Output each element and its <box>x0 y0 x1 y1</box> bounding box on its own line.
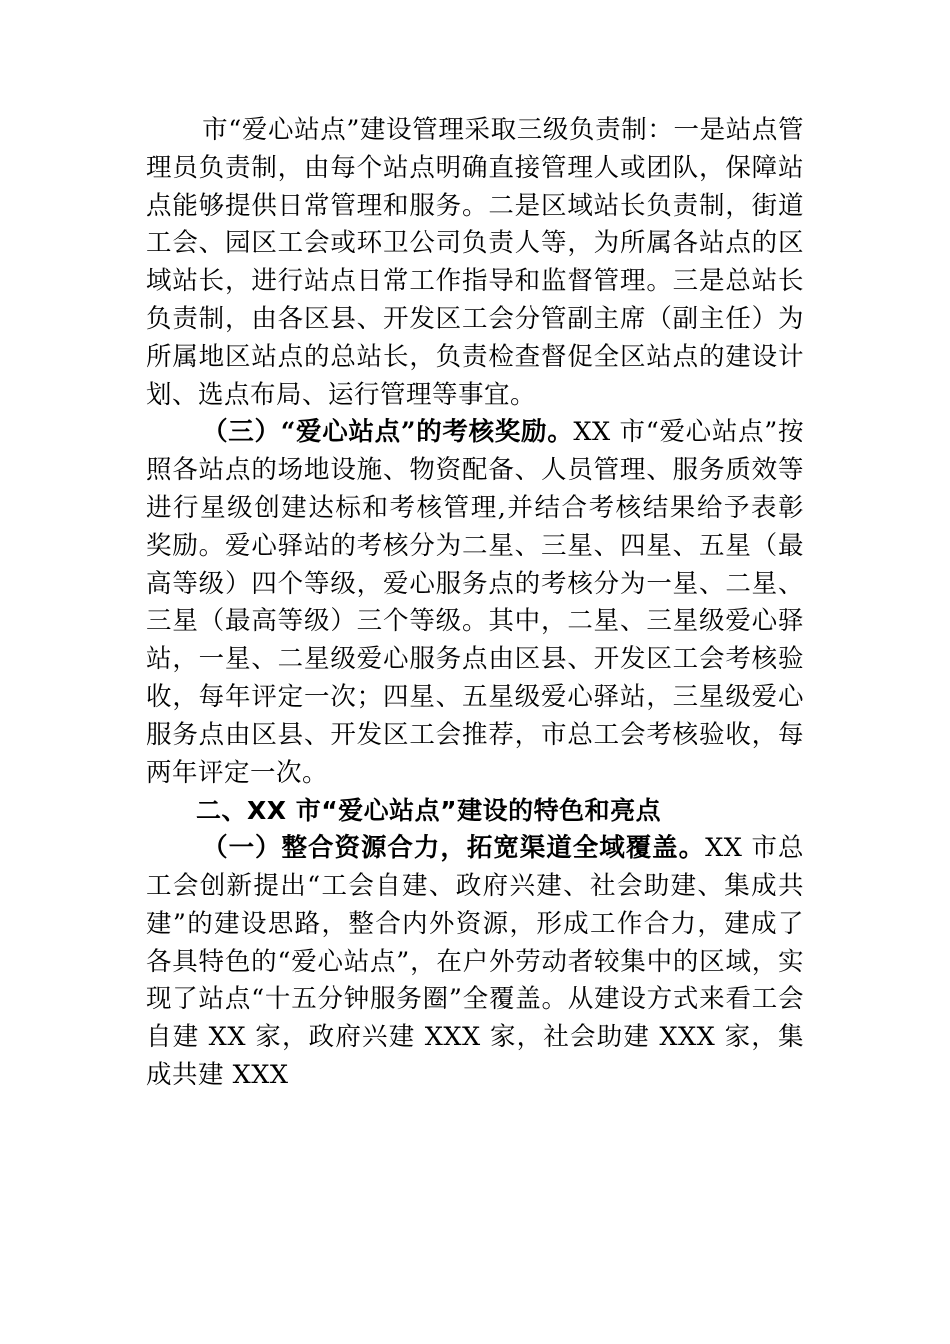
paragraph-assessment-rewards <box>146 414 804 792</box>
section-2-1-lead: （一）整合资源合力，拓宽渠道全域覆盖。 <box>202 833 706 864</box>
section-heading-features: 二、XX 市“爱心站点”建设的特色和亮点 <box>196 796 662 826</box>
paragraph-resource-integration <box>146 830 804 1095</box>
section-2-1-body: XX 市总工会创新提出“工会自建、政府兴建、社会助建、集成共建”的建设思路，整合内外资源，形成工作合力，建成了各具特色的“爱心站点”，在户外劳动者较集中的区域，实现了站点“十五分钟服务圈”全覆盖。从建设方式来看工会自建 XX 家，政府兴建 XXX 家，社会助建 XXX 家，集成共建 XXX <box>146 833 804 1090</box>
document-body <box>146 112 804 1095</box>
paragraph-responsibility-system: 市“爱心站点”建设管理采取三级负责制：一是站点管理员负责制，由每个站点明确直接管理人或团队，保障站点能够提供日常管理和服务。二是区域站长负责制，街道工会、园区工会或环卫公司负责人等，为所属各站点的区域站长，进行站点日常工作指导和监督管理。三是总站长负责制，由各区县、开发区工会分管副主席（副主任）为所属地区站点的总站长，负责检查督促全区站点的建设计划、选点布局、运行管理等事宜。 <box>146 115 804 410</box>
section-3-lead: （三）“爱心站点”的考核奖励。 <box>202 417 574 448</box>
section-3-body: XX 市“爱心站点”按照各站点的场地设施、物资配备、人员管理、服务质效等进行星级创建达标和考核管理,并结合考核结果给予表彰奖励。爱心驿站的考核分为二星、三星、四星、五星（最高等级）四个等级，爱心服务点的考核分为一星、二星、三星（最高等级）三个等级。其中，二星、三星级爱心驿站，一星、二星级爱心服务点由区县、开发区工会考核验收，每年评定一次；四星、五星级爱心驿站，三星级爱心服务点由区县、开发区工会推荐，市总工会考核验收，每两年评定一次。 <box>146 417 804 788</box>
